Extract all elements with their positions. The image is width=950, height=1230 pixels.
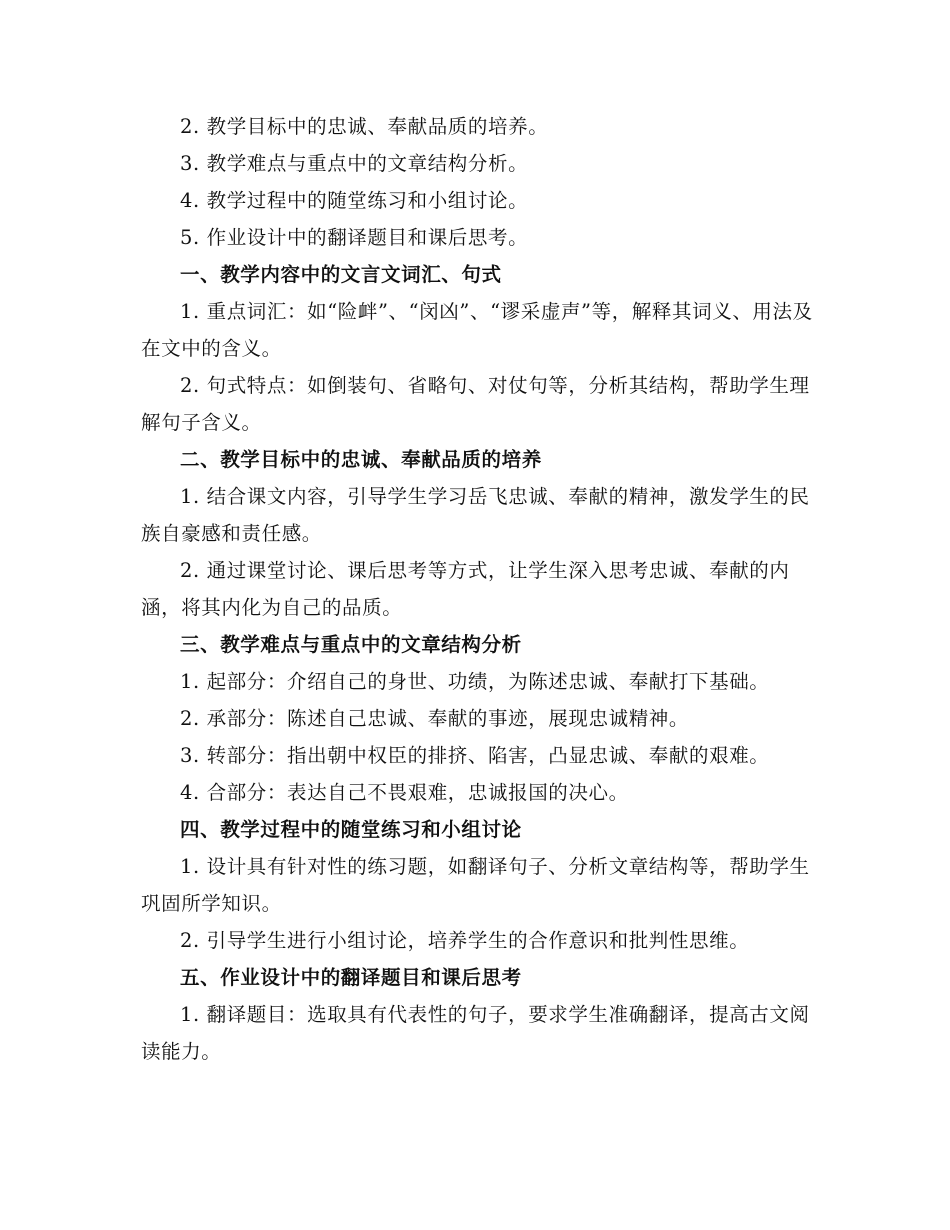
- intro-item: 5. 作业设计中的翻译题目和课后思考。: [180, 226, 529, 249]
- section-paragraph: 2. 承部分：陈述自己忠诚、奉献的事迹，展现忠诚精神。: [180, 707, 690, 730]
- section-heading: 一、教学内容中的文言文词汇、句式: [180, 263, 502, 286]
- intro-item: 3. 教学难点与重点中的文章结构分析。: [180, 152, 529, 175]
- section-paragraph: 4. 合部分：表达自己不畏艰难，忠诚报国的决心。: [180, 781, 629, 804]
- section-paragraph: 1. 设计具有针对性的练习题，如翻译句子、分析文章结构等，帮助学生巩固所学知识。: [141, 855, 810, 915]
- section-paragraph: 1. 重点词汇：如“险衅”、“闵凶”、“谬采虚声”等，解释其词义、用法及在文中的含义。: [141, 300, 813, 360]
- section-paragraph: 2. 通过课堂讨论、课后思考等方式，让学生深入思考忠诚、奉献的内涵，将其内化为自己的品质。: [141, 559, 790, 619]
- section-paragraph: 2. 引导学生进行小组讨论，培养学生的合作意识和批判性思维。: [180, 929, 750, 952]
- intro-item: 4. 教学过程中的随堂练习和小组讨论。: [180, 189, 529, 212]
- section-paragraph: 3. 转部分：指出朝中权臣的排挤、陷害，凸显忠诚、奉献的艰难。: [180, 744, 770, 767]
- section-heading: 三、教学难点与重点中的文章结构分析: [180, 633, 522, 656]
- section-paragraph: 2. 句式特点：如倒装句、省略句、对仗句等，分析其结构，帮助学生理解句子含义。: [141, 374, 810, 434]
- intro-item: 2. 教学目标中的忠诚、奉献品质的培养。: [180, 115, 549, 138]
- section-heading: 二、教学目标中的忠诚、奉献品质的培养: [180, 448, 542, 471]
- section-heading: 五、作业设计中的翻译题目和课后思考: [180, 966, 522, 989]
- section-paragraph: 1. 结合课文内容，引导学生学习岳飞忠诚、奉献的精神，激发学生的民族自豪感和责任感。: [141, 485, 810, 545]
- section-paragraph: 1. 起部分：介绍自己的身世、功绩，为陈述忠诚、奉献打下基础。: [180, 670, 770, 693]
- section-heading: 四、教学过程中的随堂练习和小组讨论: [180, 818, 522, 841]
- section-paragraph: 1. 翻译题目：选取具有代表性的句子，要求学生准确翻译，提高古文阅读能力。: [141, 1003, 810, 1063]
